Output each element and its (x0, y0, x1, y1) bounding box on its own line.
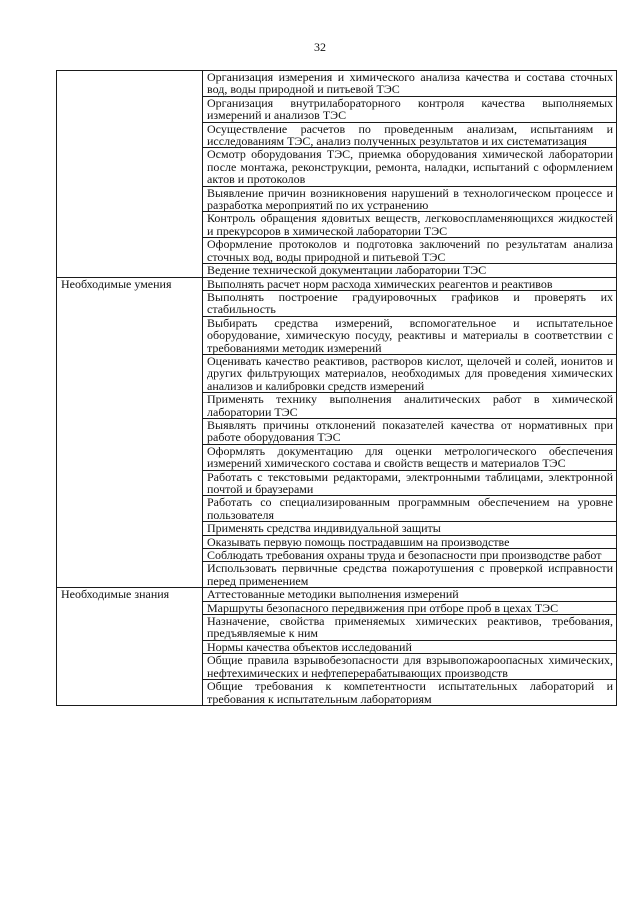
item-cell: Применять технику выполнения аналитических работ в химической лаборатории ТЭС (203, 393, 617, 419)
item-cell: Ведение технической документации лаборатории ТЭС (203, 264, 617, 277)
item-cell: Использовать первичные средства пожаротушения с проверкой исправности перед применением (203, 562, 617, 588)
item-cell: Организация внутрилабораторного контроля качества выполняемых измерений и анализов ТЭС (203, 96, 617, 122)
group-label-cell: Необходимые умения (57, 277, 203, 588)
item-cell: Осуществление расчетов по проведенным анализам, испытаниям и исследованиям ТЭС, анализ полученных результатов и их систематизация (203, 122, 617, 148)
table-row (57, 71, 617, 97)
item-cell: Применять средства индивидуальной защиты (203, 522, 617, 535)
item-cell: Аттестованные методики выполнения измерений (203, 588, 617, 601)
item-cell: Соблюдать требования охраны труда и безопасности при производстве работ (203, 549, 617, 562)
item-cell: Общие правила взрывобезопасности для взрывопожароопасных химических, нефтехимических и нефтеперерабатывающих производств (203, 654, 617, 680)
item-cell: Оформлять документацию для оценки метрологического обеспечения измерений химического состава и свойств веществ и материалов ТЭС (203, 444, 617, 470)
item-cell: Выявление причин возникновения нарушений в технологическом процессе и разработка мероприятий по их устранению (203, 186, 617, 212)
group-label-cell (57, 71, 203, 278)
item-cell: Выполнять расчет норм расхода химических реагентов и реактивов (203, 277, 617, 290)
item-cell: Маршруты безопасного передвижения при отборе проб в цехах ТЭС (203, 601, 617, 614)
item-cell: Организация измерения и химического анализа качества и состава сточных вод, воды природной и питьевой ТЭС (203, 71, 617, 97)
item-cell: Выполнять построение градуировочных графиков и проверять их стабильность (203, 290, 617, 316)
item-cell: Оказывать первую помощь пострадавшим на производстве (203, 535, 617, 548)
item-cell: Оценивать качество реактивов, растворов кислот, щелочей и солей, ионитов и других фильтрующих материалов, необходимых для проведения химических анализов и калибровки средств измерений (203, 354, 617, 392)
item-cell: Контроль обращения ядовитых веществ, легковоспламеняющихся жидкостей и прекурсоров в химической лаборатории ТЭС (203, 212, 617, 238)
item-cell: Нормы качества объектов исследований (203, 640, 617, 653)
item-cell: Осмотр оборудования ТЭС, приемка оборудования химической лаборатории после монтажа, реконструкции, ремонта, наладки, испытаний с оформлением актов и протоколов (203, 148, 617, 186)
competency-table-body (57, 71, 617, 706)
item-cell: Оформление протоколов и подготовка заключений по результатам анализа сточных вод, воды природной и питьевой ТЭС (203, 238, 617, 264)
table-row (57, 277, 617, 290)
table-row (57, 588, 617, 601)
item-cell: Назначение, свойства применяемых химических реактивов, требования, предъявляемые к ним (203, 615, 617, 641)
group-label-cell: Необходимые знания (57, 588, 203, 706)
item-cell: Выбирать средства измерений, вспомогательное и испытательное оборудование, химическую посуду, реактивы и материалы в соответствии с требованиями методик измерений (203, 316, 617, 354)
item-cell: Работать со специализированным программным обеспечением на уровне пользователя (203, 496, 617, 522)
item-cell: Выявлять причины отклонений показателей качества от нормативных при работе оборудования ТЭС (203, 418, 617, 444)
page-number: 32 (314, 40, 326, 54)
competency-table (56, 70, 617, 706)
item-cell: Работать с текстовыми редакторами, электронными таблицами, электронной почтой и браузерами (203, 470, 617, 496)
item-cell: Общие требования к компетентности испытательных лабораторий и требования к испытательным лабораториям (203, 680, 617, 706)
